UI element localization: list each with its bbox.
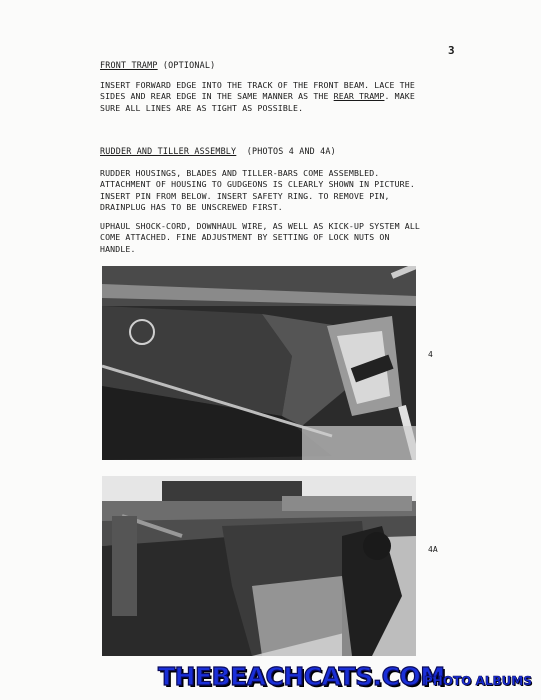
photo-albums-label: PHOTO ALBUMS (424, 674, 533, 688)
photo-4-image (102, 266, 416, 460)
rudder-heading (100, 146, 336, 156)
rudder-title: RUDDER AND TILLER ASSEMBLY (100, 146, 237, 156)
front-tramp-title: FRONT TRAMP (100, 60, 158, 70)
front-tramp-text-part1: INSERT FORWARD EDGE INTO THE TRACK OF THE FRONT BEAM. LACE THE SIDES AND REAR EDGE IN THE SAME MANNER AS THE (100, 80, 415, 102)
front-tramp-text-part2: . MAKE SURE ALL LINES ARE AS TIGHT AS POSSIBLE. (100, 91, 415, 113)
site-logo: THEBEACHCATS.COM (158, 662, 445, 691)
photo-4a-label: 4A (428, 545, 438, 554)
photo-4-label: 4 (428, 350, 433, 359)
rudder-paragraph-2: UPHAUL SHOCK-CORD, DOWNHAUL WIRE, AS WELL AS KICK-UP SYSTEM ALL COME ATTACHED. FINE ADJUSTMENT BY SETTING OF LOCK NUTS ON HANDLE. (100, 221, 420, 254)
rear-tramp-reference: REAR TRAMP (333, 91, 385, 102)
rudder-paragraph-1: RUDDER HOUSINGS, BLADES AND TILLER-BARS COME ASSEMBLED. ATTACHMENT OF HOUSING TO GUDGEONS IS CLEARLY SHOWN IN PICTURE. INSERT PIN FROM BELOW. INSERT SAFETY RING. TO REMOVE PIN, DRAINPLUG HAS TO BE UNSCREWED FIRST. (100, 168, 415, 213)
rudder-photos-ref: (PHOTOS 4 AND 4A) (236, 146, 336, 156)
watermark-banner (0, 662, 541, 700)
photo-4a-image (102, 476, 416, 656)
front-tramp-text (100, 80, 430, 114)
front-tramp-heading (100, 60, 215, 70)
front-tramp-optional: (OPTIONAL) (157, 60, 216, 70)
page-number: 3 (448, 44, 455, 57)
